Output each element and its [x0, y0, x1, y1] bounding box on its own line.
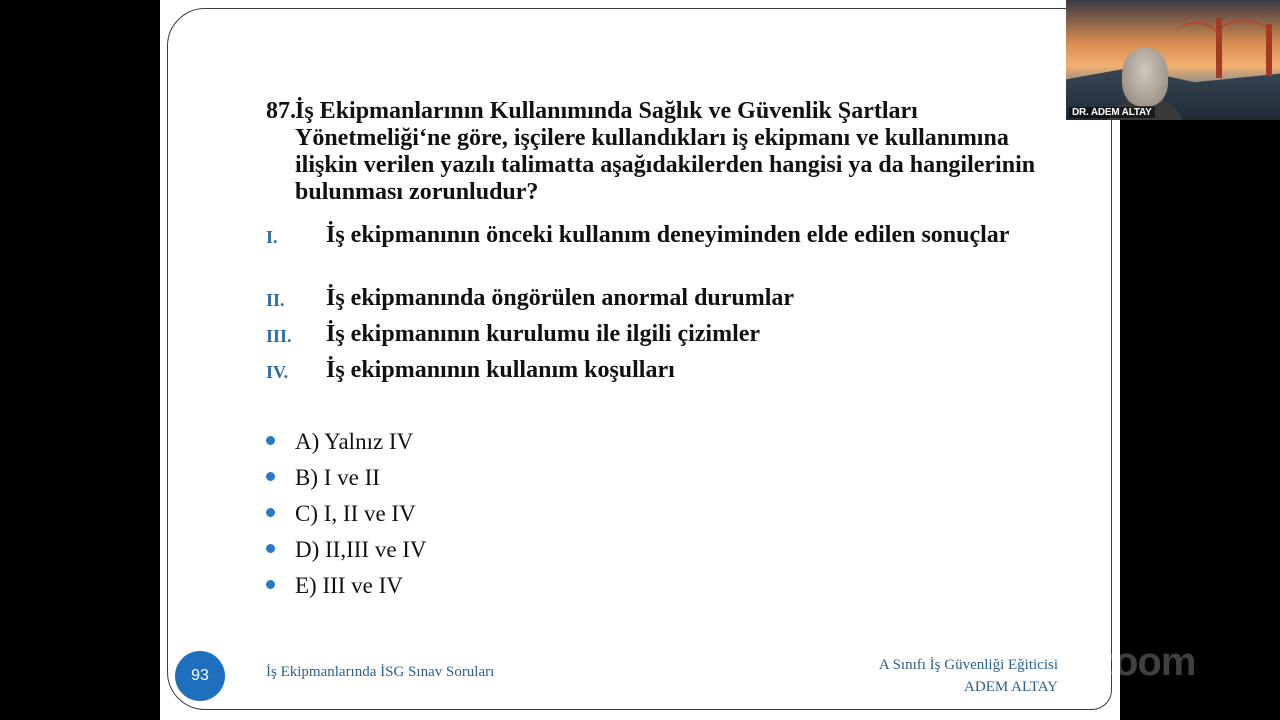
participant-name-label: DR. ADEM ALTAY: [1069, 107, 1155, 118]
question-text: İş Ekipmanlarının Kullanımında Sağlık ve Güvenlik Şartları Yönetmeliği‘ne göre, işçilere kullandıkları iş ekipmanı ve kullanımına ilişkin verilen yazılı talimatta aşağıdakilerden hangisi ya da hangilerinin bulunması zorunludur?: [295, 98, 1036, 205]
statement-numeral: II.: [266, 290, 285, 310]
page-number-badge: 93: [175, 651, 225, 701]
footer-author-role: A Sınıfı İş Güvenliği Eğiticisi: [878, 657, 1058, 673]
statement-text: İş ekipmanının kullanım koşulları: [326, 357, 675, 383]
statement-numeral: IV.: [266, 362, 289, 382]
answer-option-text: E) III ve IV: [295, 573, 403, 598]
bullet-icon: [266, 580, 275, 589]
footer-author: [879, 654, 1058, 698]
zoom-watermark: zoom: [1095, 640, 1196, 684]
bullet-icon: [266, 544, 275, 553]
answer-option-text: A) Yalnız IV: [295, 429, 414, 454]
answer-option-text: B) I ve II: [295, 465, 380, 490]
bullet-icon: [266, 436, 275, 445]
question-number: 87.: [266, 98, 296, 124]
statement-text: İş ekipmanının kurulumu ile ilgili çizimler: [326, 321, 761, 347]
answer-option-text: C) I, II ve IV: [295, 501, 416, 526]
bullet-icon: [266, 508, 275, 517]
statement-numeral: III.: [266, 326, 292, 346]
participant-video-tile[interactable]: [1066, 0, 1280, 120]
participant-head: [1122, 48, 1168, 106]
statement-text: İş ekipmanının önceki kullanım deneyiminden elde edilen sonuçlar: [326, 222, 1010, 248]
footer-author-name: ADEM ALTAY: [964, 679, 1058, 695]
bridge-cable: [1219, 20, 1269, 48]
footer-title: İş Ekipmanlarında İSG Sınav Soruları: [266, 664, 495, 680]
bullet-icon: [266, 472, 275, 481]
answer-option-text: D) II,III ve IV: [295, 537, 427, 562]
statement-text: İş ekipmanında öngörülen anormal durumlar: [326, 285, 795, 311]
statement-numeral: I.: [266, 227, 278, 247]
